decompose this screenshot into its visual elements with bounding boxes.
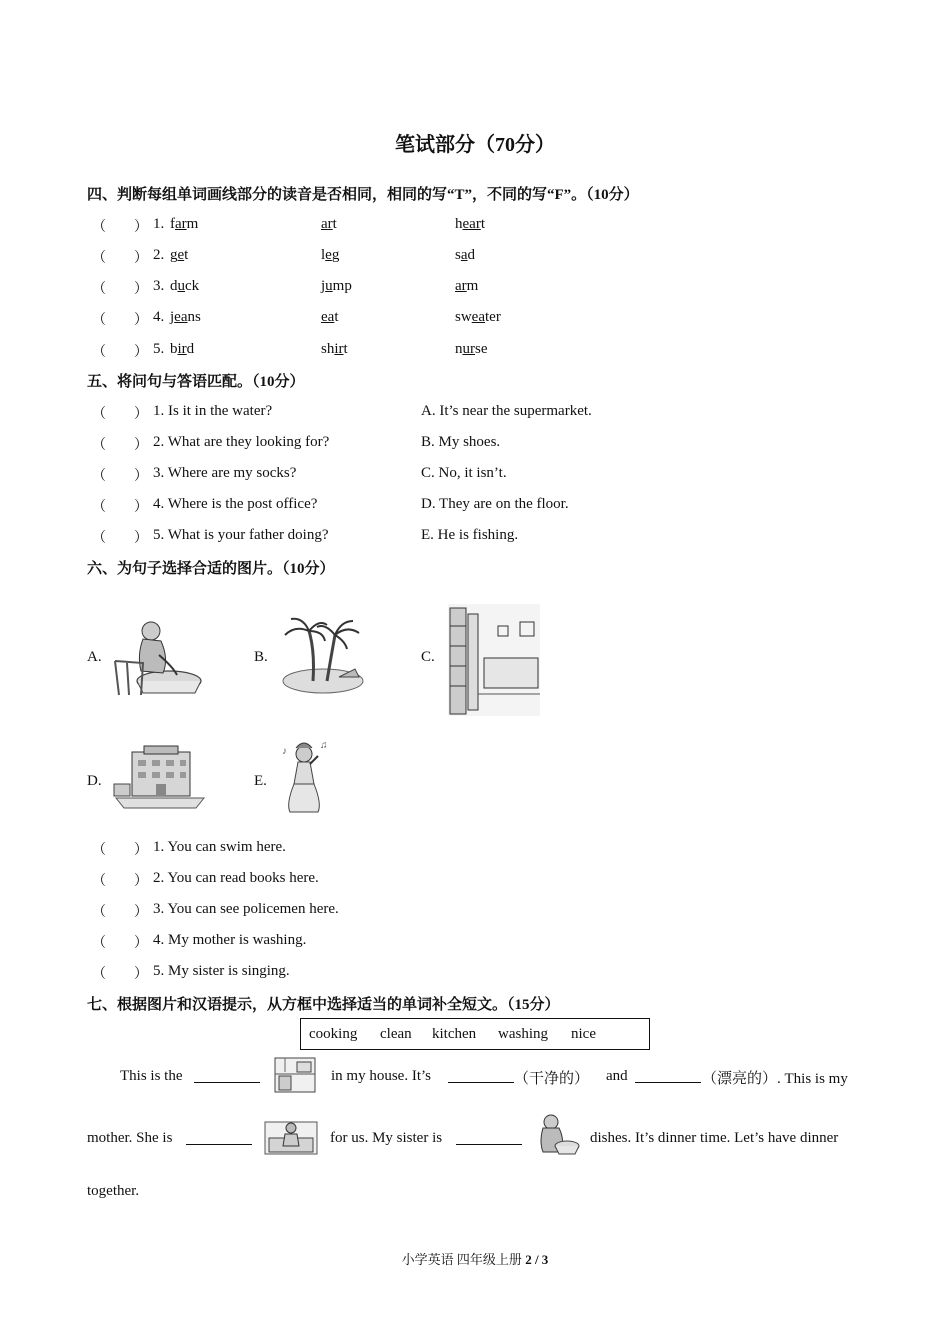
underlined-letters: ea — [174, 309, 188, 325]
answer-paren-open: （ — [92, 874, 106, 889]
picture-kitchen — [271, 1052, 319, 1096]
underlined-letters: ea — [321, 309, 335, 325]
word-part: ter — [485, 309, 501, 325]
word — [455, 309, 501, 326]
picture-washing-woman — [107, 615, 203, 697]
page-number: 2 / 3 — [525, 1252, 549, 1267]
word-part: sh — [321, 341, 335, 357]
answer-paren-open: （ — [92, 220, 106, 235]
answer-paren-close: ） — [134, 469, 148, 484]
underlined-letters: ur — [462, 341, 475, 357]
item-number: 5. — [153, 341, 165, 357]
underlined-letters: ir — [177, 341, 187, 357]
passage-text: dishes. It’s dinner time. Let’s have dinner — [590, 1130, 839, 1146]
answer-paren-close: ） — [134, 407, 148, 422]
picture-police-station — [110, 744, 210, 810]
answer-paren-close: ） — [134, 936, 148, 951]
picture-label-e: E. — [254, 773, 267, 789]
answer-paren-close: ） — [134, 905, 148, 920]
picture-singing-girl — [276, 738, 332, 816]
sentence-text: 2. You can read books here. — [153, 870, 319, 886]
answer-option: B. My shoes. — [421, 434, 501, 450]
word-part: s — [455, 247, 461, 263]
sentence-text: 5. My sister is singing. — [153, 963, 290, 979]
answer-option: A. It’s near the supermarket. — [421, 403, 592, 419]
question-text: 2. What are they looking for? — [153, 434, 330, 450]
word — [455, 216, 485, 233]
section5-heading: 五、将问句与答语匹配。（10分） — [87, 374, 305, 390]
sentence-text: 3. You can see policemen here. — [153, 901, 339, 917]
word-part: m — [466, 278, 479, 294]
answer-blank[interactable] — [194, 1068, 260, 1083]
passage-hint: （干净的） — [514, 1071, 590, 1087]
word-part: d — [170, 278, 178, 294]
svg-text:♪: ♪ — [282, 746, 287, 757]
word — [321, 247, 339, 264]
underlined-letters: u — [177, 278, 185, 294]
section4-heading: 四、判断每组单词画线部分的读音是否相同，相同的写“T”，不同的写“F”。（10分） — [87, 187, 639, 203]
answer-paren-open: （ — [92, 438, 106, 453]
answer-paren-open: （ — [92, 282, 106, 297]
answer-paren-close: ） — [134, 251, 148, 266]
answer-paren-open: （ — [92, 345, 106, 360]
answer-paren-open: （ — [92, 843, 106, 858]
word-part: j — [321, 278, 326, 294]
word — [321, 341, 348, 358]
answer-option: C. No, it isn’t. — [421, 465, 507, 481]
question-text: 3. Where are my socks? — [153, 465, 297, 481]
picture-label-a: A. — [87, 649, 102, 665]
answer-paren-close: ） — [134, 438, 148, 453]
sentence-text: 4. My mother is washing. — [153, 932, 307, 948]
picture-label-b: B. — [254, 649, 268, 665]
word-bank-item: washing — [498, 1026, 548, 1042]
word-bank — [300, 1018, 650, 1050]
passage-text: for us. My sister is — [330, 1130, 443, 1146]
word-part: se — [475, 341, 488, 357]
answer-paren-close: ） — [134, 967, 148, 982]
item-number: 1. — [153, 216, 165, 232]
word — [321, 309, 339, 326]
answer-slot[interactable] — [104, 930, 134, 950]
answer-paren-open: （ — [92, 500, 106, 515]
answer-paren-open: （ — [92, 469, 106, 484]
page-footer — [0, 1249, 950, 1268]
footer-text: 小学英语 四年级上册 — [401, 1252, 522, 1267]
answer-paren-open: （ — [92, 967, 106, 982]
answer-slot[interactable] — [104, 245, 134, 265]
answer-slot[interactable] — [104, 339, 134, 359]
underlined-letters: ar — [175, 216, 187, 232]
question-text: 4. Where is the post office? — [153, 496, 318, 512]
word-part: sw — [455, 309, 472, 325]
picture-label-c: C. — [421, 649, 435, 665]
answer-slot[interactable] — [104, 494, 134, 514]
word-part: ck — [185, 278, 200, 294]
answer-paren-open: （ — [92, 531, 106, 546]
word-part: b — [170, 341, 178, 357]
answer-blank[interactable] — [186, 1130, 252, 1145]
answer-paren-open: （ — [92, 905, 106, 920]
word — [170, 247, 188, 264]
underlined-letters: u — [325, 278, 333, 294]
passage-text: in my house. It’s — [331, 1068, 431, 1084]
answer-slot[interactable] — [104, 401, 134, 421]
answer-paren-open: （ — [92, 936, 106, 951]
answer-paren-close: ） — [134, 531, 148, 546]
answer-slot[interactable] — [104, 961, 134, 981]
word-part: l — [321, 247, 326, 263]
word-part: h — [455, 216, 463, 232]
word-part: f — [170, 216, 175, 232]
answer-paren-close: ） — [134, 500, 148, 515]
passage-text: and — [606, 1068, 628, 1084]
word-bank-item: nice — [571, 1026, 596, 1042]
word — [170, 278, 199, 295]
answer-blank[interactable] — [635, 1068, 701, 1083]
word-part: t — [480, 216, 485, 232]
passage-text: （漂亮的）. This is my — [702, 1071, 848, 1087]
answer-paren-close: ） — [134, 220, 148, 235]
picture-cooking — [263, 1116, 319, 1156]
item-number: 4. — [153, 309, 165, 325]
answer-paren-open: （ — [92, 313, 106, 328]
sentence-text: 1. You can swim here. — [153, 839, 286, 855]
word-part: t — [184, 247, 189, 263]
word-part: d — [467, 247, 476, 263]
answer-option: D. They are on the floor. — [421, 496, 569, 512]
picture-beach-island — [275, 611, 367, 699]
word-bank-item: cooking — [309, 1026, 358, 1042]
word — [321, 216, 337, 233]
underlined-letters: e — [177, 247, 185, 263]
word — [455, 341, 488, 358]
word-part: g — [170, 247, 178, 263]
underlined-letters: ar — [321, 216, 333, 232]
answer-slot[interactable] — [104, 276, 134, 296]
answer-paren-close: ） — [134, 874, 148, 889]
word-part: g — [331, 247, 340, 263]
word-bank-item: clean — [380, 1026, 412, 1042]
answer-blank[interactable] — [456, 1130, 522, 1145]
word-part: t — [343, 341, 348, 357]
section7-heading: 七、根据图片和汉语提示，从方框中选择适当的单词补全短文。（15分） — [87, 997, 560, 1013]
word — [455, 247, 475, 264]
underlined-letters: ear — [462, 216, 481, 232]
answer-slot[interactable] — [104, 899, 134, 919]
item-number: 2. — [153, 247, 165, 263]
answer-paren-close: ） — [134, 843, 148, 858]
question-text: 1. Is it in the water? — [153, 403, 273, 419]
picture-label-d: D. — [87, 773, 102, 789]
answer-paren-close: ） — [134, 313, 148, 328]
answer-slot[interactable] — [104, 525, 134, 545]
underlined-letters: ir — [334, 341, 344, 357]
answer-slot[interactable] — [104, 214, 134, 234]
word-part: ns — [187, 309, 201, 325]
word-part: n — [455, 341, 463, 357]
svg-text:♫: ♫ — [320, 740, 328, 751]
answer-blank[interactable] — [448, 1068, 514, 1083]
passage-text: mother. She is — [87, 1130, 173, 1146]
word — [321, 278, 352, 295]
underlined-letters: ar — [455, 278, 467, 294]
answer-slot[interactable] — [104, 868, 134, 888]
answer-paren-close: ） — [134, 282, 148, 297]
page-title: 笔试部分（70分） — [395, 134, 555, 156]
item-number: 3. — [153, 278, 165, 294]
word-part: t — [334, 309, 339, 325]
underlined-letters: a — [460, 247, 468, 263]
picture-library — [448, 604, 540, 716]
passage-text: together. — [87, 1183, 140, 1199]
word — [170, 309, 201, 326]
word-part: j — [170, 309, 175, 325]
word-bank-item: kitchen — [432, 1026, 477, 1042]
word-part: mp — [332, 278, 352, 294]
answer-paren-close: ） — [134, 345, 148, 360]
answer-paren-open: （ — [92, 251, 106, 266]
underlined-letters: e — [325, 247, 332, 263]
answer-slot[interactable] — [104, 837, 134, 857]
word — [170, 216, 198, 233]
answer-slot[interactable] — [104, 463, 134, 483]
underlined-letters: ea — [471, 309, 485, 325]
word-part: m — [186, 216, 199, 232]
word-part: t — [332, 216, 337, 232]
picture-washing-dishes — [533, 1112, 581, 1156]
section6-heading: 六、为句子选择合适的图片。（10分） — [87, 561, 335, 577]
word — [170, 341, 194, 358]
word — [455, 278, 478, 295]
word-part: d — [186, 341, 195, 357]
answer-paren-open: （ — [92, 407, 106, 422]
answer-slot[interactable] — [104, 307, 134, 327]
passage-text: This is the — [120, 1068, 183, 1084]
question-text: 5. What is your father doing? — [153, 527, 329, 543]
answer-slot[interactable] — [104, 432, 134, 452]
answer-option: E. He is fishing. — [421, 527, 519, 543]
